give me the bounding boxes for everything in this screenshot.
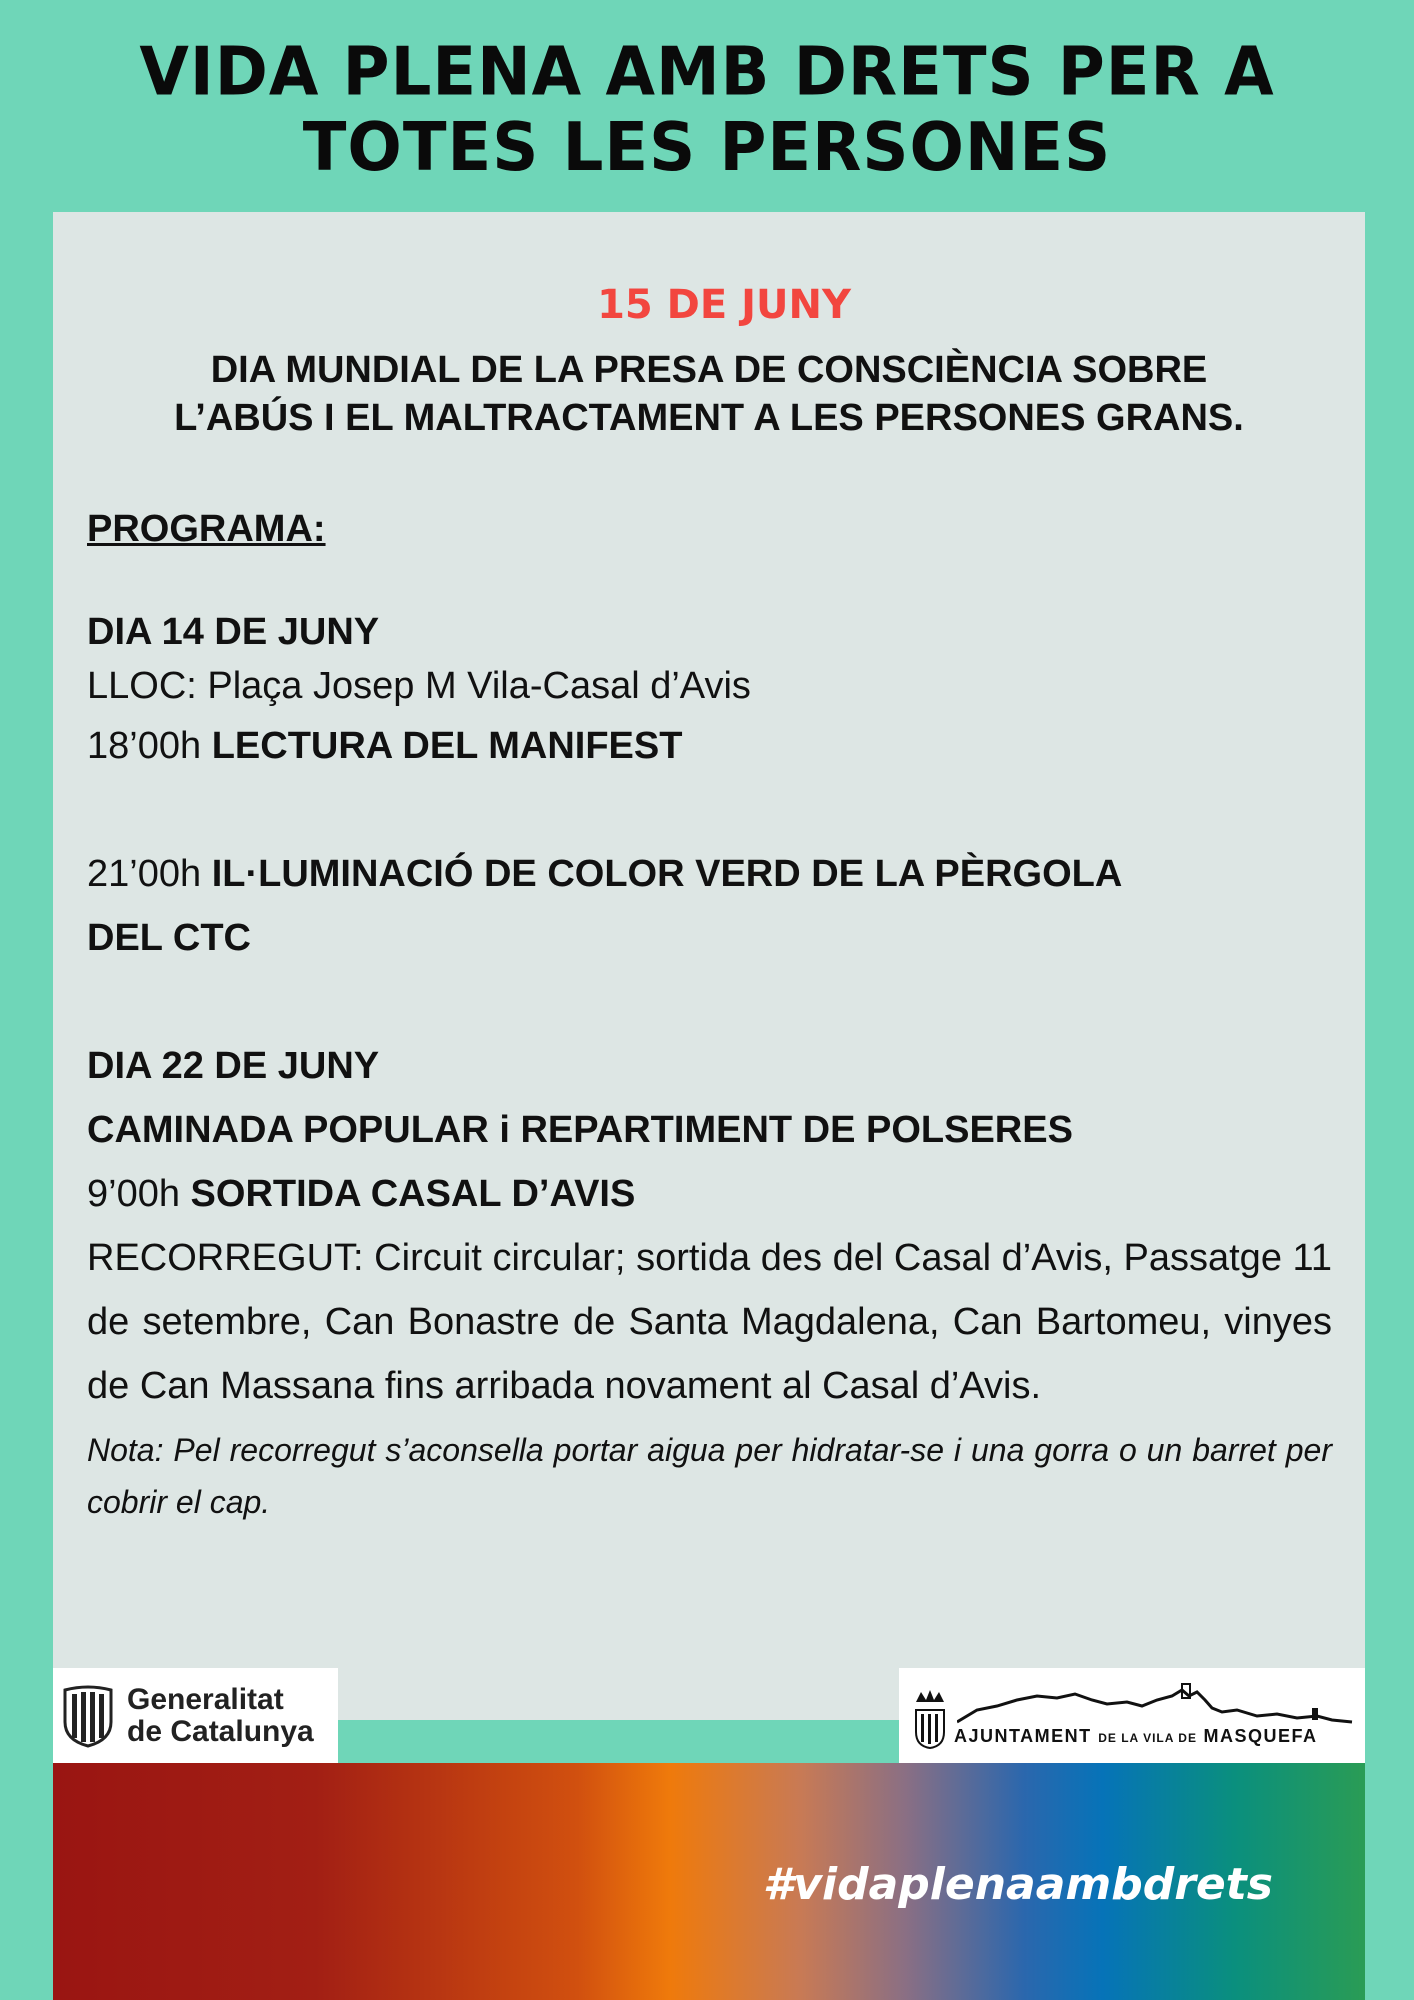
- gradient-banner: [53, 1763, 1365, 2000]
- generalitat-name-line1: Generalitat: [127, 1682, 284, 1716]
- day1-item1: [87, 714, 1332, 778]
- event-date: 15 DE JUNY: [597, 282, 851, 328]
- day1-item1-time: 18’00h: [87, 725, 202, 767]
- ajuntament-town: MASQUEFA: [1203, 1726, 1318, 1746]
- day1-item2-time: 21’00h: [87, 853, 202, 895]
- day1-item2-title-line1: IL·LUMINACIÓ DE COLOR VERD DE LA PÈRGOLA: [211, 853, 1123, 895]
- content-panel: [53, 212, 1365, 1720]
- day1-heading: DIA 14 DE JUNY: [87, 611, 380, 653]
- generalitat-shield-icon: [61, 1684, 115, 1748]
- program-heading: PROGRAMA:: [87, 508, 326, 550]
- day2-item: [87, 1162, 1332, 1226]
- event-subtitle: [53, 346, 1365, 442]
- day2-heading: DIA 22 DE JUNY: [87, 1045, 380, 1087]
- day2-activity: [87, 1098, 1332, 1162]
- poster-title-line2: TOTES LES PERSONES: [302, 108, 1112, 187]
- day1-item1-title: LECTURA DEL MANIFEST: [211, 725, 683, 767]
- poster-title-line1: VIDA PLENA AMB DRETS PER A: [139, 33, 1275, 112]
- masquefa-coat-of-arms-icon: [913, 1688, 947, 1750]
- day1-item2-title-line2: DEL CTC: [87, 917, 251, 959]
- ajuntament-connector: DE LA VILA DE: [1098, 1731, 1197, 1745]
- day1-location: LLOC: Plaça Josep M Vila-Casal d’Avis: [87, 665, 751, 707]
- event-subtitle-line1: DIA MUNDIAL DE LA PRESA DE CONSCIÈNCIA SOBRE: [210, 349, 1208, 391]
- generalitat-name-line2: de Catalunya: [127, 1714, 314, 1748]
- generalitat-logo: [53, 1668, 338, 1763]
- masquefa-skyline-icon: [957, 1682, 1357, 1728]
- day2-activity-title: CAMINADA POPULAR i REPARTIMENT DE POLSERES: [87, 1109, 1073, 1151]
- spacer: [87, 778, 1332, 842]
- program-section: [87, 502, 1332, 1560]
- generalitat-name: [127, 1684, 314, 1748]
- event-subtitle-line2: L’ABÚS I EL MALTRACTAMENT A LES PERSONES GRANS.: [174, 397, 1244, 439]
- spacer: [87, 970, 1332, 1034]
- poster-title: [0, 34, 1414, 185]
- ajuntament-main: AJUNTAMENT: [954, 1726, 1092, 1746]
- day1-item2: [87, 842, 1332, 906]
- hashtag-text: #vidaplenaambdrets: [762, 1859, 1273, 1910]
- ajuntament-name: [954, 1726, 1318, 1747]
- day2-item-time: 9’00h: [87, 1173, 180, 1215]
- day1-item2-continued: [87, 906, 1332, 970]
- day2-item-title: SORTIDA CASAL D’AVIS: [190, 1173, 636, 1215]
- day2-note: Nota: Pel recorregut s’aconsella portar aigua per hidratar-se i una gorra o un barret per cobrir el cap.: [87, 1432, 1332, 1520]
- ajuntament-masquefa-logo: [899, 1668, 1365, 1763]
- day2-route: RECORREGUT: Circuit circular; sortida des del Casal d’Avis, Passatge 11 de setembre, Can Bonastre de Santa Magdalena, Can Bartomeu, vinyes de Can Massana fins arribada novament al Casal d’Avis.: [87, 1237, 1332, 1407]
